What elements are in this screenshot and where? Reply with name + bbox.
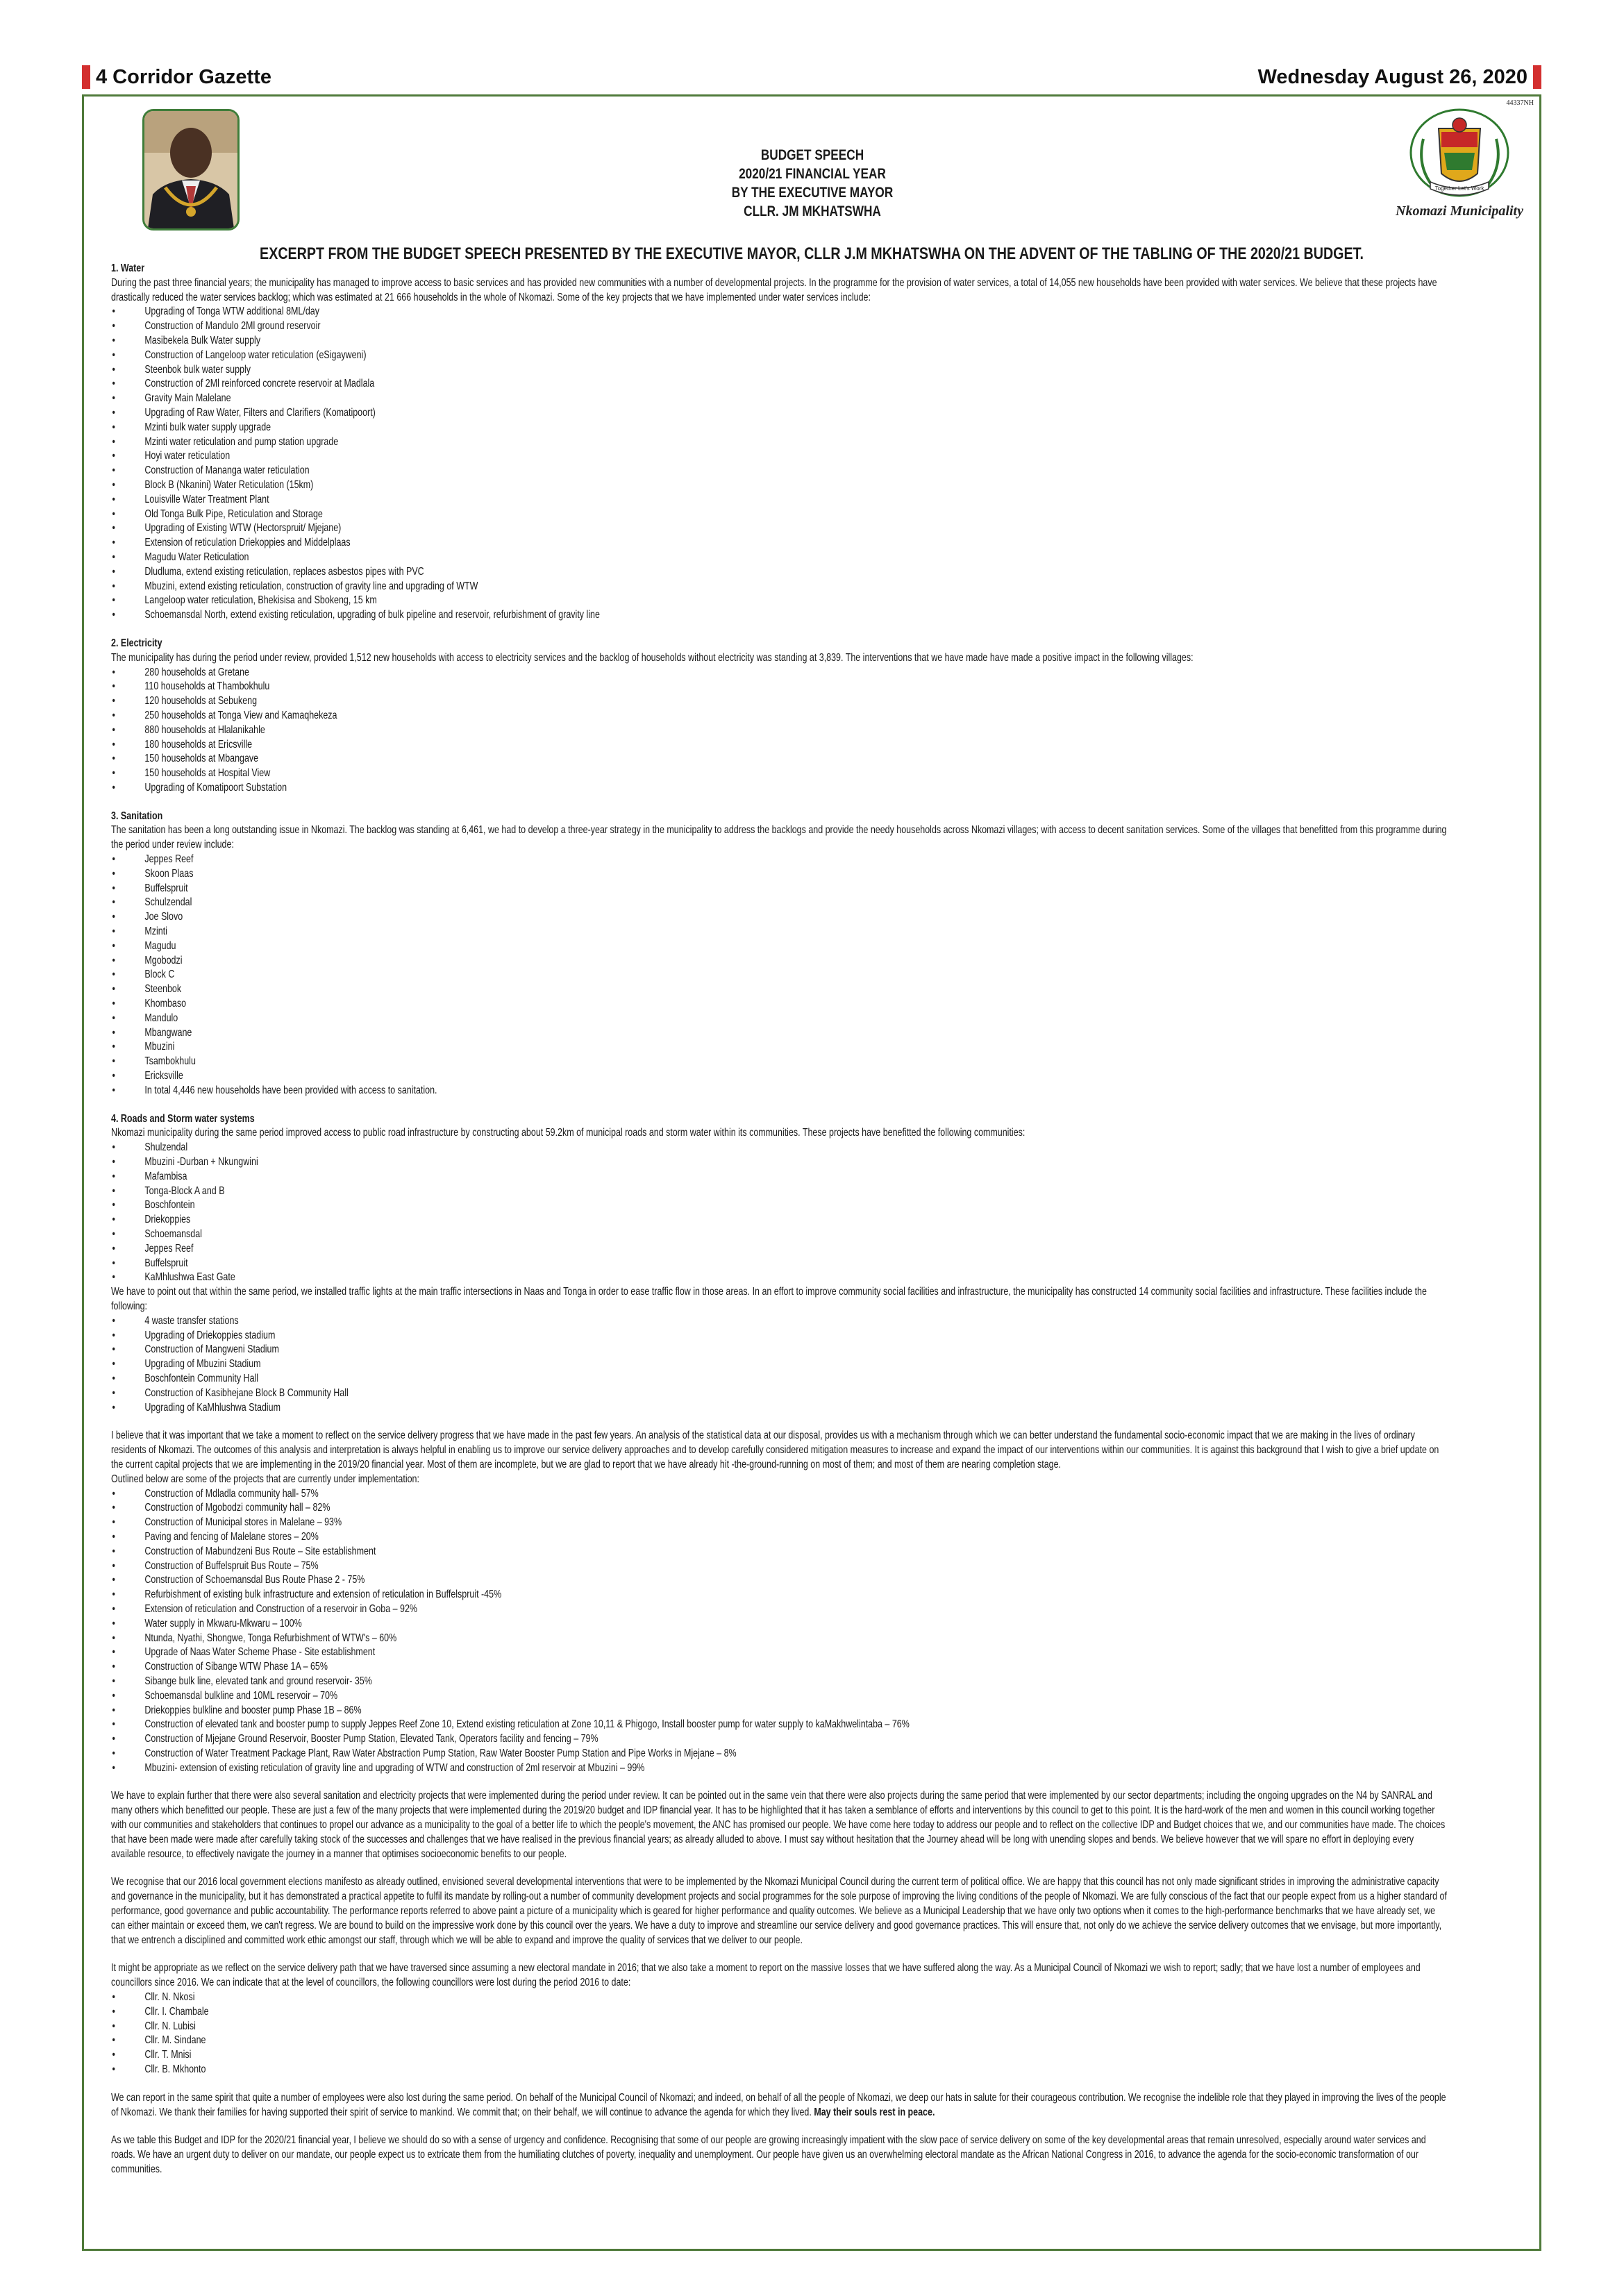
list-item: • Schoemansdal North, extend existing reticulation, upgrading of bulk pipeline and reservoir, refurbishment of gravity line bbox=[111, 608, 1450, 623]
section-title-water: 1. Water bbox=[111, 262, 145, 274]
list-item: • Cllr. N. Nkosi bbox=[111, 1991, 1450, 2005]
svg-text:Together Let's Work: Together Let's Work bbox=[1434, 185, 1484, 192]
list-item: • Upgrading of Existing WTW (Hectorspruit/ Mjejane) bbox=[111, 521, 1450, 536]
list-item: • Construction of Kasibhejane Block B Community Hall bbox=[111, 1386, 1450, 1401]
title-line: CLLR. JM MKHATSWHA bbox=[744, 203, 881, 219]
list-item: • Upgrading of Driekoppies stadium bbox=[111, 1329, 1450, 1343]
list-item: • Mbuzini- extension of existing reticulation of gravity line and upgrading of WTW and construction of 2ml reservoir at Mbuzini – 99% bbox=[111, 1761, 1450, 1776]
list-item: • Khombaso bbox=[111, 997, 1450, 1012]
list-item: • Mbuzini -Durban + Nkungwini bbox=[111, 1155, 1450, 1170]
list-item: • In total 4,446 new households have been provided with access to sanitation. bbox=[111, 1084, 1450, 1098]
paragraph-manifesto: We recognise that our 2016 local government elections manifesto as already outlined, envisioned several developmental interventions that were to be implemented by the Nkomazi Municipal Council during the current term of political office. We are happy that this council has not only made significant strides in improving the administrative capacity and governance in the municipality, but it has demonstrated a practical appetite to fulfil its mandate by rolling-out a number of community development projects and social programmes for the sole purpose of improving the living conditions of the people of Nkomazi. We are fully conscious of the fact that our people expect from us a higher standard of performance, good governance and public accountability. The performance reports referred to above paint a picture of a municipality which is geared for higher performance and quality outcomes. We believe as a Municipal Leadership that we have only two options when it comes to the high-performance benchmarks that we have already set, we can either maintain or exceed them, we can't regress. We are bound to build on the impressive work done by this council over the years. We have a duty to improve and streamline our service delivery and good governance practices. This will ensure that, not only do we achieve the service delivery outcomes that we envisage, but more importantly, that we entrench a disciplined and committed work ethic amongst our staff, through which we will be able to expand and improve the quality of services that we deliver to our people. bbox=[111, 1876, 1447, 1946]
list-item: • Construction of Mandulo 2Ml ground reservoir bbox=[111, 319, 1450, 334]
title-line: BUDGET SPEECH bbox=[760, 147, 864, 163]
list-item: • Buffelspruit bbox=[111, 1257, 1450, 1271]
list-item: • 4 waste transfer stations bbox=[111, 1314, 1450, 1329]
list-item: • Block C bbox=[111, 968, 1450, 982]
mayor-photo bbox=[142, 109, 240, 231]
list-item: • Construction of elevated tank and booster pump to supply Jeppes Reef Zone 10, Extend existing reticulation at Zone 10,11 & Phigogo, Install booster pump for water supply to kaMakhwelintaba – 76% bbox=[111, 1718, 1450, 1732]
section-title-electricity: 2. Electricity bbox=[111, 637, 162, 649]
list-item: • Construction of Water Treatment Package Plant, Raw Water Abstraction Pump Station, Raw Water Booster Pump Station and Pipe Works in Mjejane – 8% bbox=[111, 1747, 1450, 1761]
losses-paragraph: It might be appropriate as we reflect on the service delivery path that we have traversed since assuming a new electoral mandate in 2016; that we also take a moment to report on the massive losses that we have suffered along the way. As a Municipal Council of Nkomazi we wish to report; sadly; that we have lost a number of employees and councillors since 2016. We can indicate that at the level of councillors, the following councillors were lost during the period 2016 to date: bbox=[111, 1962, 1421, 1989]
list-item: • Ericksville bbox=[111, 1069, 1450, 1084]
list-item: • Skoon Plaas bbox=[111, 867, 1450, 882]
list-item: • 880 households at Hlalanikahle bbox=[111, 723, 1450, 738]
section-title-roads: 4. Roads and Storm water systems bbox=[111, 1112, 255, 1125]
list-item: • Extension of reticulation Driekoppies and Middelplaas bbox=[111, 536, 1450, 551]
list-item: • Steenbok bbox=[111, 982, 1450, 997]
list-item: • 150 households at Mbangave bbox=[111, 752, 1450, 766]
newspaper-name: 4 Corridor Gazette bbox=[82, 65, 271, 89]
list-item: • Magudu Water Reticulation bbox=[111, 551, 1450, 565]
list-item: • Old Tonga Bulk Pipe, Reticulation and Storage bbox=[111, 508, 1450, 522]
list-item: • Steenbok bulk water supply bbox=[111, 363, 1450, 378]
list-item: • Mzinti water reticulation and pump station upgrade bbox=[111, 435, 1450, 450]
list-item: • Tonga-Block A and B bbox=[111, 1184, 1450, 1199]
list-item: • Upgrade of Naas Water Scheme Phase - Site establishment bbox=[111, 1645, 1450, 1660]
list-item: • Extension of reticulation and Construction of a reservoir in Goba – 92% bbox=[111, 1602, 1450, 1617]
list-item: • Mbuzini, extend existing reticulation, construction of gravity line and upgrading of WTW bbox=[111, 580, 1450, 594]
section-text-water: During the past three financial years; the municipality has managed to improve access to basic services and has provided new communities with a number of developmental projects. In the programme for the provision of water services, a total of 14,055 new households have been provided with water services. We believe that these projects have drastically reduced the water services backlog; which was estimated at 21 666 households in the whole of Nkomazi. Some of the key projects that we have implemented under water services include: bbox=[111, 276, 1437, 303]
list-item: • Buffelspruit bbox=[111, 882, 1450, 896]
list-item: • Construction of 2Ml reinforced concrete reservoir at Madlala bbox=[111, 377, 1450, 392]
list-item: • Schoemansdal bbox=[111, 1227, 1450, 1242]
list-item: • Magudu bbox=[111, 939, 1450, 954]
list-item: • Gravity Main Malelane bbox=[111, 392, 1450, 406]
list-item: • Boschfontein Community Hall bbox=[111, 1372, 1450, 1386]
list-item: • Shulzendal bbox=[111, 1141, 1450, 1155]
list-item: • 280 households at Gretane bbox=[111, 666, 1450, 680]
water-projects-list bbox=[111, 305, 1450, 623]
title-line: 2020/21 FINANCIAL YEAR bbox=[739, 166, 886, 182]
list-item: • Construction of Mdladla community hall- 57% bbox=[111, 1487, 1450, 1502]
nkomazi-municipality-logo bbox=[1396, 104, 1524, 226]
list-item: • 150 households at Hospital View bbox=[111, 766, 1450, 781]
list-item: • Refurbishment of existing bulk infrastructure and extension of reticulation in Buffelspruit -45% bbox=[111, 1588, 1450, 1602]
list-item: • Hoyi water reticulation bbox=[111, 449, 1450, 464]
mayor-portrait-image bbox=[144, 111, 237, 228]
paragraph-sector-projects: We have to explain further that there were also several sanitation and electricity projects that were implemented during the period under review. It can be pointed out in the same vein that there were also projects during the same period that were implemented by our sector departments; including the ongoing upgrades on the N4 by SANRAL and many others which benefitted our people. These are just a few of the many projects that were implemented during the 2019/20 budget and IDP financial year. It has to be highlighted that it has taken a semblance of efforts and interventions by this council to get to this point. It is the hard-work of the men and women in this council working together with our communities and stakeholders that continues to propel our advance as a municipality to the goal of a better life to which the people's movement, the ANC has promised our people. We have come here today to address our people and to reflect on the collective IDP and Budget choices that we, and our communities have made. The choices that have been made were made after carefully taking stock of the successes and challenges that we have realised in the previous financial years; as already alluded to above. I must say without hesitation that the Journey ahead will be long with unending slopes and bends. We believe however that we will spare no effort in deploying every available resource, to effectively navigate the journey in a manner that optimises socioeconomic benefits to our people. bbox=[111, 1790, 1446, 1860]
list-item: • 180 households at Ericsville bbox=[111, 738, 1450, 753]
list-item: • Construction of Mangweni Stadium bbox=[111, 1343, 1450, 1357]
list-item: • Mbangwane bbox=[111, 1026, 1450, 1041]
list-item: • Construction of Municipal stores in Malelane – 93% bbox=[111, 1516, 1450, 1530]
list-item: • Boschfontein bbox=[111, 1198, 1450, 1213]
list-item: • Tsambokhulu bbox=[111, 1055, 1450, 1069]
list-item: • Jeppes Reef bbox=[111, 853, 1450, 867]
sanitation-list bbox=[111, 853, 1450, 1098]
list-item: • Driekoppies bbox=[111, 1213, 1450, 1227]
list-item: • Cllr. B. Mkhonto bbox=[111, 2063, 1450, 2077]
tribute-rip: May their souls rest in peace. bbox=[814, 2106, 935, 2118]
section-text-sanitation: The sanitation has been a long outstanding issue in Nkomazi. The backlog was standing at 6,461, we had to develop a three-year strategy in the municipality to address the backlogs and provide the needy households across Nkomazi villages; with access to decent sanitation services. Some of the villages that benefitted from this programme during the period under review include: bbox=[111, 824, 1447, 851]
list-item: • Construction of Buffelspruit Bus Route – 75% bbox=[111, 1559, 1450, 1574]
roads-list bbox=[111, 1141, 1450, 1285]
list-item: • Construction of Mananga water reticulation bbox=[111, 464, 1450, 478]
list-item: • Construction of Mabundzeni Bus Route – Site establishment bbox=[111, 1545, 1450, 1559]
list-item: • Schoemansdal bulkline and 10ML reservoir – 70% bbox=[111, 1689, 1450, 1704]
list-item: • Construction of Schoemansdal Bus Route Phase 2 - 75% bbox=[111, 1573, 1450, 1588]
list-item: • Upgrading of Mbuzini Stadium bbox=[111, 1357, 1450, 1372]
list-item: • Construction of Sibange WTW Phase 1A – 65% bbox=[111, 1660, 1450, 1675]
list-item: • Cllr. M. Sindane bbox=[111, 2034, 1450, 2048]
list-item: • Mandulo bbox=[111, 1012, 1450, 1026]
list-item: • Joe Slovo bbox=[111, 910, 1450, 925]
list-item: • Paving and fencing of Malelane stores – 20% bbox=[111, 1530, 1450, 1545]
list-item: • Ntunda, Nyathi, Shongwe, Tonga Refurbishment of WTW's – 60% bbox=[111, 1632, 1450, 1646]
list-item: • Masibekela Bulk Water supply bbox=[111, 334, 1450, 349]
list-item: • Construction of Mjejane Ground Reservoir, Booster Pump Station, Elevated Tank, Operators facility and fencing – 79% bbox=[111, 1732, 1450, 1747]
coat-of-arms-icon bbox=[1396, 104, 1524, 226]
list-item: • Upgrading of Tonga WTW additional 8ML/day bbox=[111, 305, 1450, 319]
section-text-facilities: We have to point out that within the same period, we installed traffic lights at the main traffic intersections in Naas and Tonga in order to ease traffic flow in those areas. In an effort to improve community social facilities and infrastructure, the municipality has constructed 14 community social facilities and infrastructure. These facilities include the following: bbox=[111, 1286, 1427, 1312]
title-line: BY THE EXECUTIVE MAYOR bbox=[731, 185, 894, 201]
list-item: • Upgrading of Komatipoort Substation bbox=[111, 781, 1450, 796]
section-title-sanitation: 3. Sanitation bbox=[111, 810, 163, 822]
list-item: • Sibange bulk line, elevated tank and ground reservoir- 35% bbox=[111, 1675, 1450, 1689]
publication-date: Wednesday August 26, 2020 bbox=[1258, 65, 1541, 89]
list-item: • Block B (Nkanini) Water Reticulation (15km) bbox=[111, 478, 1450, 493]
list-item: • Cllr. I. Chambale bbox=[111, 2005, 1450, 2020]
ad-reference-code: 44337NH bbox=[1506, 99, 1534, 107]
projects-in-progress-list bbox=[111, 1487, 1450, 1776]
electricity-list bbox=[111, 666, 1450, 796]
councillors-lost-list bbox=[111, 1991, 1450, 2077]
list-item: • Mbuzini bbox=[111, 1040, 1450, 1055]
tribute-text: We can report in the same spirit that quite a number of employees were also lost during the same period. On behalf of the Municipal Council of Nkomazi; and indeed, on behalf of all the people of Nkomazi, we deep our hats in salute for their courageous contribution. We recognise the indelible role that they played in improving the lives of the people of Nkomazi. We thank their families for having supported their spirit of service to mankind. We commit that; on their behalf, we will continue to advance the agenda for which they lived. bbox=[111, 2091, 1446, 2118]
list-item: • 120 households at Sebukeng bbox=[111, 694, 1450, 709]
list-item: • Mafambisa bbox=[111, 1170, 1450, 1184]
list-item: • Driekoppies bulkline and booster pump Phase 1B – 86% bbox=[111, 1704, 1450, 1718]
list-item: • Mzinti bbox=[111, 925, 1450, 939]
list-item: • Cllr. T. Mnisi bbox=[111, 2048, 1450, 2063]
excerpt-heading: EXCERPT FROM THE BUDGET SPEECH PRESENTED BY THE EXECUTIVE MAYOR, CLLR J.M MKHATSWHA ON THE ADVENT OF THE TABLING OF THE 2020/21 BUDGET. bbox=[260, 244, 1364, 263]
list-item: • Dludluma, extend existing reticulation, replaces asbestos pipes with PVC bbox=[111, 565, 1450, 580]
list-item: • Schulzendal bbox=[111, 896, 1450, 910]
list-item: • Upgrading of Raw Water, Filters and Clarifiers (Komatipoort) bbox=[111, 406, 1450, 421]
list-item: • KaMhlushwa East Gate bbox=[111, 1271, 1450, 1285]
list-item: • Construction of Mgobodzi community hall – 82% bbox=[111, 1501, 1450, 1516]
list-item: • Mgobodzi bbox=[111, 954, 1450, 969]
list-item: • Cllr. N. Lubisi bbox=[111, 2020, 1450, 2034]
list-item: • Jeppes Reef bbox=[111, 1242, 1450, 1257]
list-item: • Construction of Langeloop water reticulation (eSigayweni) bbox=[111, 349, 1450, 363]
list-item: • 250 households at Tonga View and Kamaqhekeza bbox=[111, 709, 1450, 723]
article-body bbox=[111, 262, 1450, 2177]
section-text-roads: Nkomazi municipality during the same period improved access to public road infrastructure by constructing about 59.2km of municipal roads and storm water within its communities. These projects have benefitted the following communities: bbox=[111, 1127, 1026, 1139]
speech-title bbox=[647, 146, 978, 221]
list-item: • 110 households at Thambokhulu bbox=[111, 680, 1450, 694]
progress-paragraph: I believe that it was important that we take a moment to reflect on the service delivery progress that we have made in the past few years. An analysis of the statistical data at our disposal, provides us with a mechanism through which we can better understand the fundamental socio-economic impact that we are making in the lives of ordinary residents of Nkomazi. The outcomes of this analysis and interpretation is always helpful in enabling us to improve our service delivery approaches and to develop carefully considered mitigation measures to increase and expand the impact of our interventions within our communities. It is against this background that I wish to give a brief update on the current capital projects that we are implementing in the 2019/20 financial year. Most of them are incomplete, but we are glad to report that we have already hit -the-ground-running on most of them; and most of them are nearing completion stage. bbox=[111, 1430, 1439, 1470]
svg-text:Nkomazi Municipality: Nkomazi Municipality bbox=[1396, 203, 1523, 219]
section-text-electricity: The municipality has during the period under review, provided 1,512 new households with access to electricity services and the backlog of households without electricity was standing at 3,839. The interventions that we have made have made a positive impact in the following villages: bbox=[111, 651, 1194, 664]
tribute-paragraph bbox=[111, 2091, 1450, 2120]
list-item: • Langeloop water reticulation, Bhekisisa and Sbokeng, 15 km bbox=[111, 594, 1450, 608]
list-item: • Upgrading of KaMhlushwa Stadium bbox=[111, 1401, 1450, 1416]
list-item: • Louisville Water Treatment Plant bbox=[111, 493, 1450, 508]
facilities-list bbox=[111, 1314, 1450, 1416]
list-item: • Mzinti bulk water supply upgrade bbox=[111, 421, 1450, 435]
closing-paragraph: As we table this Budget and IDP for the 2020/21 financial year, I believe we should do so with a sense of urgency and confidence. Recognising that some of our people are growing increasingly impatient with the slow pace of service delivery on some of the key developmental areas that remain unresolved, especially around water services and roads. We have an urgent duty to deliver on our mandate, our people expect us to extricate them from the humiliating clutches of poverty, inequality and unemployment. Our people have given us an overwhelming electoral mandate as the African National Congress in 2016, to advance the agenda for the socio-economic transformation of our communities. bbox=[111, 2134, 1426, 2176]
list-item: • Water supply in Mkwaru-Mkwaru – 100% bbox=[111, 1617, 1450, 1632]
progress-lead: Outlined below are some of the projects that are currently under implementation: bbox=[111, 1473, 419, 1485]
page-header bbox=[82, 64, 1541, 90]
